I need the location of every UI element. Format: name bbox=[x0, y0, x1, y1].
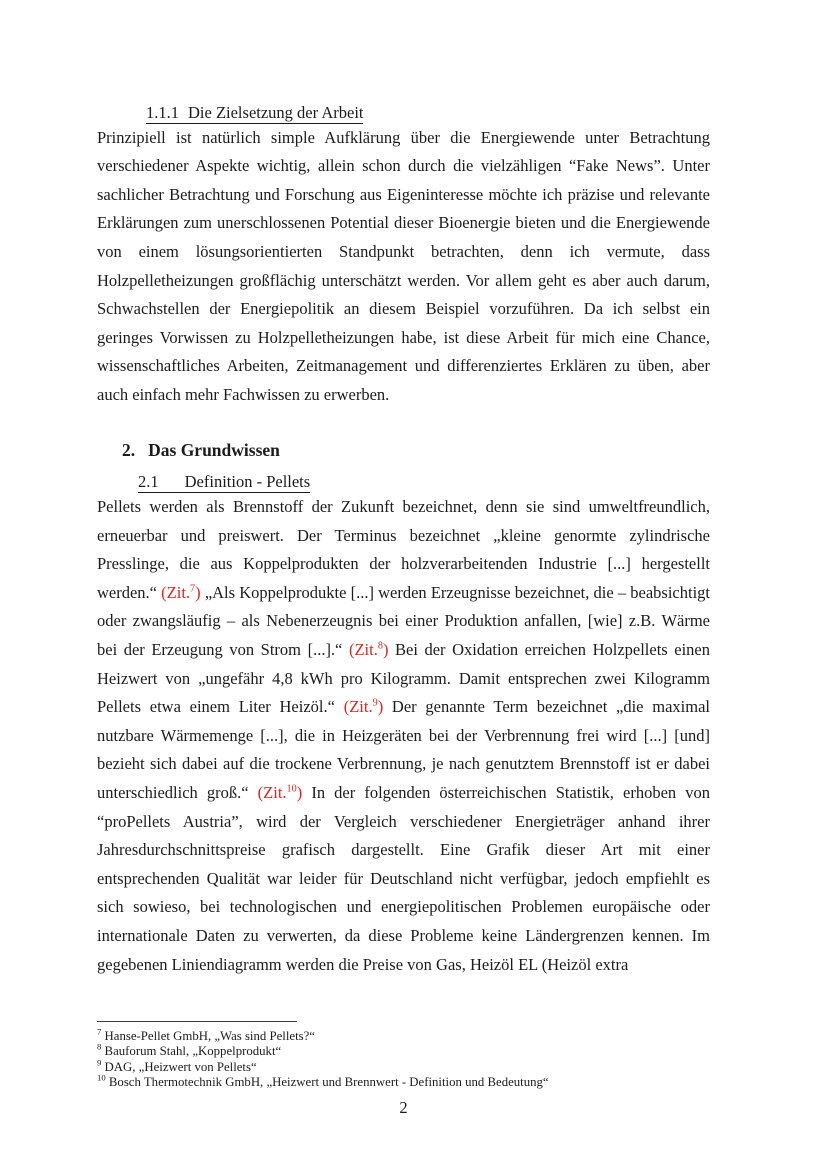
citation-ref: 7 bbox=[190, 583, 196, 595]
heading-title: Die Zielsetzung der Arbeit bbox=[188, 103, 364, 122]
footnote-area bbox=[97, 1021, 710, 1091]
text-segment: Bei der Oxidation erreichen Holzpellets einen Heizwert von „ungefähr 4,8 kWh pro Kilogramm. Damit entsprechen zwei Kilogramm Pellets etwa einem Liter Heizöl.“ bbox=[97, 640, 710, 717]
heading-1-1-1-underline bbox=[146, 103, 363, 124]
heading-title: Definition - Pellets bbox=[184, 472, 311, 492]
footnote-marker: 7 bbox=[97, 1026, 102, 1037]
citation-ref: (Zit. bbox=[161, 582, 191, 602]
page-number: 2 bbox=[399, 1098, 408, 1117]
citation-ref: ) bbox=[296, 783, 303, 802]
heading-number: 2.1 bbox=[138, 472, 159, 492]
footnote-9 bbox=[97, 1057, 710, 1075]
citation-ref: ) bbox=[382, 640, 389, 660]
citation-ref: (Zit. bbox=[343, 697, 373, 717]
text-segment: Der genannte Term bezeichnet „die maximal nutzbare Wärmemenge [...], die in Heizgeräten bei der Verbrennung frei wird [...] [und] bezieht sich dabei auf die trockene Verbrennung, je nach genutztem Brennstoff ist er dabei unterschiedlich groß.“ bbox=[97, 697, 710, 802]
citation-ref: 9 bbox=[372, 697, 378, 709]
text-segment: Prinzipiell ist natürlich simple Aufklärung über die Energiewende unter Betrachtung verschiedener Aspekte wichtig, allein schon durch die vielzähligen “Fake News”. Unter sachlicher Betrachtung und Forschung aus Eigeninteresse möchte ich präzise und relevante Erklärungen zum unerschlossenen Potential dieser Bioenergie bieten und die Energiewende von einem lösungsorientierten Standpunkt betrachten, denn ich vermute, dass Holzpelletheizungen großflächig unterschätzt werden. Vor allem geht es aber auch darum, Schwachstellen der Energiepolitik an diesem Beispiel vorzuführen. Da ich selbst ein geringes Vorwissen zu Holzpelletheizungen habe, ist diese Arbeit für mich eine Chance, wissenschaftliches Arbeiten, Zeitmanagement und differenziertes Erklären zu üben, aber auch einfach mehr Fachwissen zu erwerben. bbox=[97, 127, 710, 404]
text-segment: „Als Koppelprodukte [...] werden Erzeugnisse bezeichnet, die – beabsichtigt oder zwangsläufig – als Nebenerzeugnis bei einer Produktion anfallen, [wie] z.B. Wärme bei der Erzeugung von Strom [...].“ bbox=[97, 582, 710, 660]
paragraph-zielsetzung bbox=[97, 124, 710, 410]
footnote-text: Bauforum Stahl, „Koppelprodukt“ bbox=[104, 1044, 282, 1059]
footnote-8 bbox=[97, 1044, 710, 1059]
footnote-separator bbox=[97, 1021, 297, 1022]
heading-number: 2. bbox=[122, 439, 136, 460]
footnote-marker: 10 bbox=[97, 1072, 106, 1083]
text-segment: In der folgenden österreichischen Statistik, erhoben von “proPellets Austria”, wird der Vergleich verschiedener Energieträger anhand ihrer Jahresdurchschnittspreise grafisch dargestellt. Eine Grafik dieser Art mit einer entsprechenden Qualität war leider für Deutschland nicht verfügbar, jedoch empfiehlt es sich sowieso, bei technologischen und energiepolitischen Problemen europäische oder internationale Daten zu verwerten, da diese Probleme keine Ländergrenzen kennen. Im gegebenen Liniendiagramm werden die Preise von Gas, Heizöl EL (Heizöl extra bbox=[97, 783, 710, 974]
heading-2 bbox=[122, 440, 710, 462]
citation-ref: 10 bbox=[286, 783, 297, 795]
paragraph-pellets-definition bbox=[97, 493, 710, 979]
text-segment: Pellets werden als Brennstoff der Zukunft bezeichnet, denn sie sind umweltfreundlich, erneuerbar und preiswert. Der Terminus bezeichnet „kleine genormte zylindrische Presslinge, die aus Koppelprodukten der holzverarbeitenden Industrie [...] hergestellt werden.“ bbox=[97, 497, 710, 602]
heading-title: Das Grundwissen bbox=[148, 439, 280, 460]
heading-2-1 bbox=[138, 472, 710, 493]
citation-ref: (Zit. bbox=[348, 640, 378, 660]
footnote-marker: 8 bbox=[97, 1042, 102, 1053]
heading-number: 1.1.1 bbox=[146, 103, 179, 122]
footnote-10 bbox=[97, 1072, 710, 1090]
footnote-7 bbox=[97, 1026, 710, 1044]
footnote-text: DAG, „Heizwert von Pellets“ bbox=[104, 1059, 257, 1074]
citation-ref: ) bbox=[195, 582, 201, 602]
footnote-marker: 9 bbox=[97, 1057, 102, 1068]
citation-ref: ) bbox=[377, 697, 384, 717]
text-column bbox=[97, 0, 710, 979]
heading-2-1-underline bbox=[138, 472, 310, 493]
heading-1-1-1 bbox=[146, 103, 710, 124]
footnote-text: Hanse-Pellet GmbH, „Was sind Pellets?“ bbox=[104, 1029, 315, 1043]
footnote-text: Bosch Thermotechnik GmbH, „Heizwert und Brennwert - Definition und Bedeutung“ bbox=[108, 1075, 549, 1090]
citation-ref: 8 bbox=[377, 640, 383, 652]
citation-ref: (Zit. bbox=[257, 783, 287, 802]
